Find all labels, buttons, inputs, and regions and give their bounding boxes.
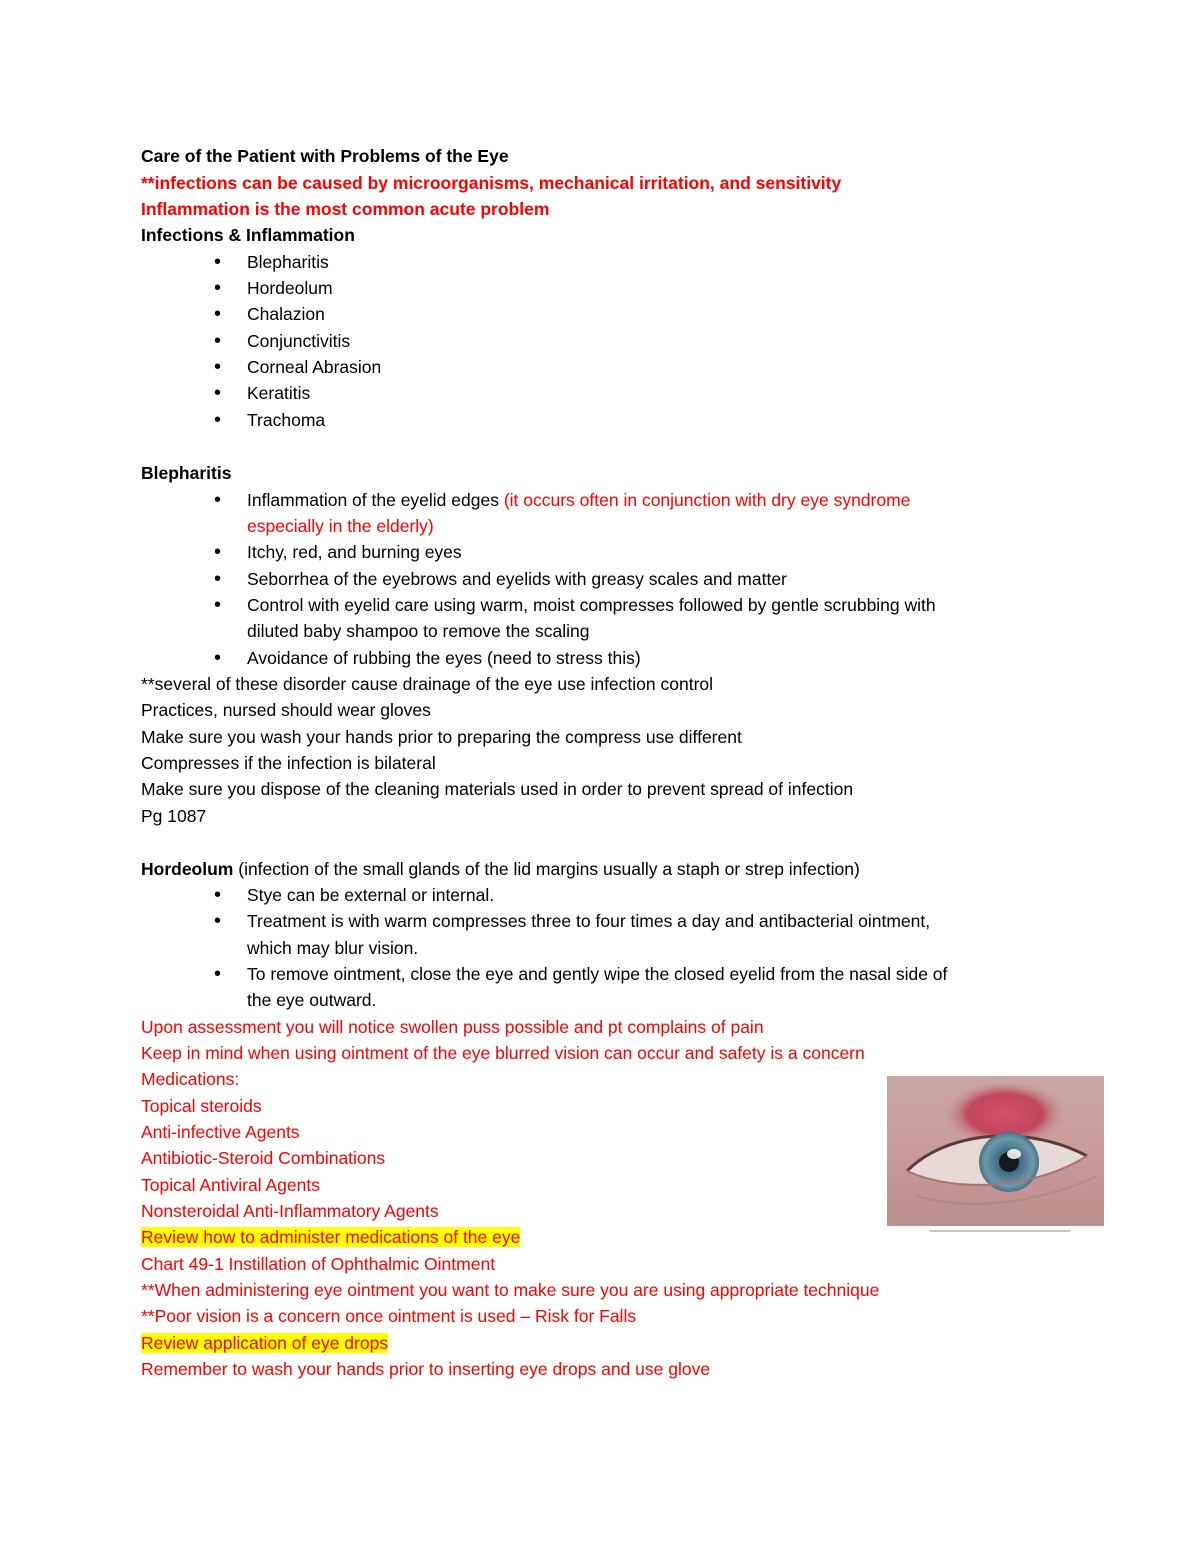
- wash-hands-note: Remember to wash your hands prior to inserting eye drops and use glove: [141, 1359, 711, 1379]
- bullet-icon: [214, 566, 228, 592]
- list-item-cont: the eye outward.: [247, 990, 377, 1010]
- bullet-icon: [214, 249, 228, 275]
- list-item: Corneal Abrasion: [247, 357, 382, 377]
- bullet-icon: [214, 301, 228, 327]
- list-item: Blepharitis: [247, 252, 329, 272]
- list-item: Keratitis: [247, 383, 311, 403]
- list-item-cont: diluted baby shampoo to remove the scaling: [247, 621, 590, 641]
- infections-heading: Infections & Inflammation: [141, 225, 355, 245]
- list-item: To remove ointment, close the eye and gently wipe the closed eyelid from the nasal side of: [247, 964, 948, 984]
- blepharitis-red-note-cont: especially in the elderly): [247, 516, 434, 536]
- document-title: Care of the Patient with Problems of the Eye: [141, 146, 509, 166]
- bullet-icon: [214, 961, 228, 987]
- list-item: Conjunctivitis: [247, 331, 351, 351]
- blepharitis-definition: Inflammation of the eyelid edges: [247, 490, 504, 510]
- review-meds-line: [141, 1224, 520, 1250]
- bullet-icon: [214, 407, 228, 433]
- list-item: Trachoma: [247, 410, 326, 430]
- blepharitis-red-note: (it occurs often in conjunction with dry eye syndrome: [503, 490, 911, 510]
- medications-heading: Medications:: [141, 1069, 240, 1089]
- bullet-icon: [214, 487, 228, 513]
- intro-note-infections: **infections can be caused by microorganisms, mechanical irritation, and sensitivity: [141, 173, 842, 193]
- list-item: Stye can be external or internal.: [247, 885, 495, 905]
- medication-item: Topical steroids: [141, 1096, 262, 1116]
- note-line: **several of these disorder cause drainage of the eye use infection control: [141, 674, 714, 694]
- bullet-icon: [214, 908, 228, 934]
- chart-reference: Chart 49-1 Instillation of Ophthalmic Ointment: [141, 1254, 496, 1274]
- bullet-icon: [214, 380, 228, 406]
- review-meds-highlight: Review how to administer medications of the eye: [141, 1227, 521, 1247]
- bullet-icon: [214, 354, 228, 380]
- list-item: Seborrhea of the eyebrows and eyelids with greasy scales and matter: [247, 569, 787, 589]
- list-item: Chalazion: [247, 304, 325, 324]
- note-line: Compresses if the infection is bilateral: [141, 753, 436, 773]
- note-line: Practices, nursed should wear gloves: [141, 700, 431, 720]
- bullet-icon: [214, 592, 228, 618]
- hordeolum-description: (infection of the small glands of the lid margins usually a staph or strep infection): [233, 859, 860, 879]
- intro-note-inflammation: Inflammation is the most common acute problem: [141, 199, 550, 219]
- assessment-note: Upon assessment you will notice swollen puss possible and pt complains of pain: [141, 1017, 764, 1037]
- note-line: Make sure you dispose of the cleaning materials used in order to prevent spread of infection: [141, 779, 854, 799]
- medication-item: Topical Antiviral Agents: [141, 1175, 320, 1195]
- page-reference: Pg 1087: [141, 806, 207, 826]
- photo-caption-mark: [930, 1228, 1070, 1234]
- medication-item: Antibiotic-Steroid Combinations: [141, 1148, 386, 1168]
- list-item: Hordeolum: [247, 278, 333, 298]
- medication-item: Nonsteroidal Anti-Inflammatory Agents: [141, 1201, 439, 1221]
- medication-item: Anti-infective Agents: [141, 1122, 300, 1142]
- bullet-icon: [214, 645, 228, 671]
- bullet-icon: [214, 882, 228, 908]
- review-drops-highlight: Review application of eye drops: [141, 1333, 389, 1353]
- technique-note: **When administering eye ointment you want to make sure you are using appropriate technique: [141, 1280, 880, 1300]
- eye-photo-illustration: [887, 1076, 1104, 1226]
- bullet-icon: [214, 275, 228, 301]
- falls-note: **Poor vision is a concern once ointment is used – Risk for Falls: [141, 1306, 637, 1326]
- list-item-cont: which may blur vision.: [247, 938, 419, 958]
- bullet-icon: [214, 328, 228, 354]
- list-item: Treatment is with warm compresses three to four times a day and antibacterial ointment,: [247, 911, 931, 931]
- blepharitis-heading: Blepharitis: [141, 463, 232, 483]
- list-item: Itchy, red, and burning eyes: [247, 542, 462, 562]
- review-drops-line: [141, 1330, 388, 1356]
- eye-stye-photo: [887, 1076, 1104, 1226]
- hordeolum-heading: Hordeolum: [141, 859, 234, 879]
- note-line: Make sure you wash your hands prior to preparing the compress use different: [141, 727, 742, 747]
- list-item: [247, 487, 910, 513]
- hordeolum-heading-line: [141, 856, 860, 882]
- list-item: Control with eyelid care using warm, moist compresses followed by gentle scrubbing with: [247, 595, 936, 615]
- bullet-icon: [214, 539, 228, 565]
- list-item: Avoidance of rubbing the eyes (need to stress this): [247, 648, 641, 668]
- ointment-note: Keep in mind when using ointment of the eye blurred vision can occur and safety is a concern: [141, 1043, 865, 1063]
